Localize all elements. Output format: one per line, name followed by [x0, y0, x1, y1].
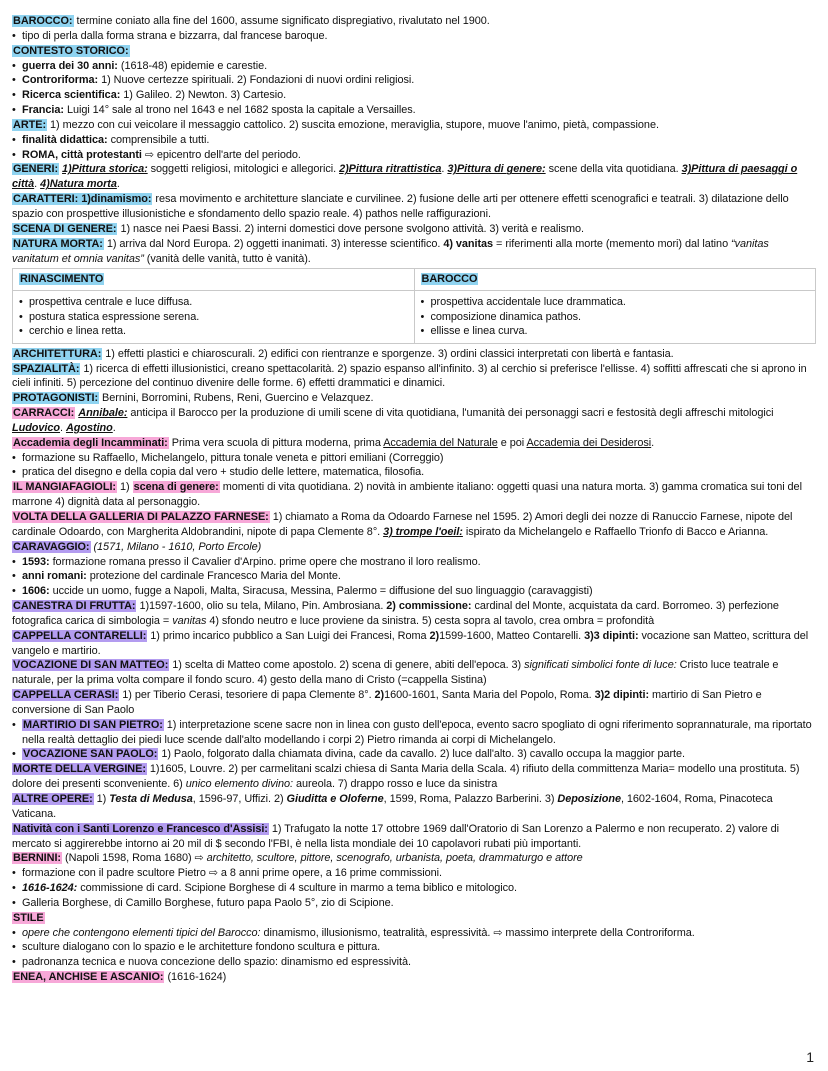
spazialita-paragraph: SPAZIALITÀ: 1) ricerca di effetti illusionistici, creano spettacolarità. 2) spazio espanso all'infinito. 3) al cerchio si preferisce l'ellisse. 4) soffitti affrescati che si aprono in cieli infiniti. 5) percezione del continuo divenire delle forme. 6) effetti drammatici e dinamici. — [12, 362, 807, 390]
volta-paragraph: VOLTA DELLA GALLERIA DI PALAZZO FARNESE: 1) chiamato a Roma da Odoardo Farnese nel 1595. 2) Amori degli dei nozze di Ranuccio Farnese, nipote del cardinale Odoardo, con Margherita Aldobrandini, nipote di papa Clemente 8°. 3) trompe l'oeil: ispirato da Michelangelo e Raffaello Trionfo di Bacco e Arianna. — [12, 510, 793, 538]
arte-line: ARTE: 1) mezzo con cui veicolare il messaggio cattolico. 2) suscita emozione, meraviglia, stupore, muove l'animo, pietà, compassione. — [13, 118, 659, 131]
bernini-bullet: • 1616-1624: commissione di card. Scipione Borghese di 4 sculture in marmo a tema biblico e mitologico. — [12, 881, 816, 896]
protagonisti-heading: PROTAGONISTI: — [13, 392, 99, 405]
caravaggio-bullet: • 1606: uccide un uomo, fugge a Napoli, Malta, Siracusa, Messina, Palermo = diffusione del suo linguaggio (caravaggisti) — [12, 584, 816, 599]
barocco-heading: BAROCCO: — [13, 15, 73, 27]
bernini-heading: BERNINI: — [13, 852, 62, 865]
contesto-heading: CONTESTO STORICO: — [13, 44, 129, 57]
martirio-paragraph: • MARTIRIO DI SAN PIETRO: 1) interpretazione scene sacre non in linea con gusto dell'epoca, evento sacro spogliato di ogni riferimento soprannaturale, ma riportato nella realtà dettaglio dei piedi luce scende dall'alto modellando i corpi 2) Pietro rimanda ai corpi di Michelangelo. — [12, 718, 816, 748]
contesto-bullet: • Controriforma: 1) Nuove certezze spirituali. 2) Fondazioni di nuovi ordini religiosi. — [12, 73, 816, 88]
barocco-text: termine coniato alla fine del 1600, assume significato dispregiativo, rivalutato nel 1900. — [73, 15, 490, 27]
canestra-heading: CANESTRA DI FRUTTA: — [13, 600, 136, 613]
comparison-table — [12, 268, 816, 343]
bernini-bullet: • Galleria Borghese, di Camillo Borghese, futuro papa Paolo 5°, zio di Scipione. — [12, 896, 816, 911]
natura-paragraph: NATURA MORTA: 1) arriva dal Nord Europa. 2) oggetti inanimati. 3) interesse scientifico. 4) vanitas = riferimenti alla morte (memento mori) dal latino “vanitas vanitatum et omnia vanitas” (vanità delle vanità, tutto è vanità). — [12, 237, 769, 265]
vocazione-paolo-line: • VOCAZIONE SAN PAOLO: 1) Paolo, folgorato dalla chiamata divina, cade da cavallo. 2) luce dall'alto. 3) cavallo occupa la maggior parte. — [12, 747, 816, 762]
list-item: • composizione dinamica pathos. — [421, 310, 810, 325]
list-item: • cerchio e linea retta. — [19, 324, 408, 339]
protagonisti-line: PROTAGONISTI: Bernini, Borromini, Rubens, Reni, Guercino e Velazquez. — [13, 392, 374, 405]
generi-heading: GENERI: — [13, 163, 59, 176]
arte-bullet: • finalità didattica: comprensibile a tutti. — [12, 133, 816, 148]
spazialita-heading: SPAZIALITÀ: — [13, 362, 80, 375]
altre-heading: ALTRE OPERE: — [13, 793, 93, 805]
vocazione-matteo-paragraph: VOCAZIONE DI SAN MATTEO: 1) scelta di Matteo come apostolo. 2) scena di genere, abiti dell'epoca. 3) significati simbolici fonte di luce: Cristo luce teatrale e naturale, per la prima volta compare il fondo scuro. 4) gesto della mano di Cristo (=cappella Sistina) — [12, 659, 779, 687]
comparison-right-cell — [414, 291, 816, 344]
arte-bullet: • ROMA, città protestanti ⇨ epicentro dell'arte del periodo. — [12, 148, 816, 163]
enea-line: ENEA, ANCHISE E ASCANIO: (1616-1624) — [13, 971, 227, 984]
caravaggio-bullet: • anni romani: protezione del cardinale Francesco Maria del Monte. — [12, 569, 816, 584]
generi-paragraph: GENERI: 1)Pittura storica: soggetti religiosi, mitologici e allegorici. 2)Pittura ritrattistica. 3)Pittura di genere: scene della vita quotidiana. 3)Pittura di paesaggi o città. 4)Natura morta. — [12, 163, 798, 191]
canestra-paragraph: CANESTRA DI FRUTTA: 1)1597-1600, olio su tela, Milano, Pin. Ambrosiana. 2) commissione: cardinal del Monte, acquistata da card. Borromeo. 3) perfezione fotografica carica di simbologia = vanitas 4) sfondo neutro e luce proviene da sinistra. 5) cesta sopra al tavolo, crea ombra = profondità — [12, 600, 779, 627]
mangiafagioli-heading: IL MANGIAFAGIOLI: — [13, 481, 117, 494]
comparison-header-right: BAROCCO — [414, 269, 816, 291]
stile-heading: STILE — [13, 911, 44, 924]
barocco-line — [12, 14, 816, 29]
architettura-line: ARCHITETTURA: 1) effetti plastici e chiaroscurali. 2) edifici con rientranze e sporgenze. 3) ordini classici interpretati con libertà e fantasia. — [13, 347, 674, 360]
bernini-line: BERNINI: (Napoli 1598, Roma 1680) ⇨ architetto, scultore, pittore, scenografo, urbanista, poeta, drammaturgo e attore — [13, 852, 583, 865]
martirio-heading: MARTIRIO DI SAN PIETRO: — [23, 718, 163, 731]
list-item: • prospettiva centrale e luce diffusa. — [19, 295, 408, 310]
caravaggio-bullet: • 1593: formazione romana presso il Cavalier d'Arpino. prime opere che mostrano il loro realismo. — [12, 555, 816, 570]
vocazione-paolo-heading: VOCAZIONE SAN PAOLO: — [23, 748, 158, 761]
stile-bullet: • padronanza tecnica e nuova concezione dello spazio: dinamismo ed espressività. — [12, 955, 816, 970]
contesto-bullet: • guerra dei 30 anni: (1618-48) epidemie e carestie. — [12, 59, 816, 74]
enea-heading: ENEA, ANCHISE E ASCANIO: — [13, 971, 164, 984]
caravaggio-line: CARAVAGGIO: (1571, Milano - 1610, Porto Ercole) — [13, 540, 262, 553]
altre-paragraph: ALTRE OPERE: 1) Testa di Medusa, 1596-97, Uffizi. 2) Giuditta e Oloferne, 1599, Roma, Palazzo Barberini. 3) Deposizione, 1602-1604, Roma, Pinacoteca Vaticana. — [12, 793, 773, 820]
list-item: • ellisse e linea curva. — [421, 324, 810, 339]
list-item: • prospettiva accidentale luce drammatica. — [421, 295, 810, 310]
caratteri-heading: CARATTERI: 1)dinamismo: — [13, 193, 152, 206]
accademia-bullet: • formazione su Raffaello, Michelangelo, pittura tonale veneta e pittori emiliani (Correggio) — [12, 451, 816, 466]
scena-line: SCENA DI GENERE: 1) nasce nei Paesi Bassi. 2) interni domestici dove persone svolgono attività. 3) verità e realismo. — [13, 222, 584, 235]
scena-heading: SCENA DI GENERE: — [13, 222, 117, 235]
architettura-heading: ARCHITETTURA: — [13, 347, 102, 360]
comparison-header-left: RINASCIMENTO — [13, 269, 415, 291]
vocazione-matteo-heading: VOCAZIONE DI SAN MATTEO: — [13, 659, 169, 672]
contesto-bullet: • Ricerca scientifica: 1) Galileo. 2) Newton. 3) Cartesio. — [12, 88, 816, 103]
accademia-heading: Accademia degli Incamminati: — [13, 436, 168, 449]
stile-bullet: • opere che contengono elementi tipici del Barocco: dinamismo, illusionismo, teatralità, espressività. ⇨ massimo interprete della Controriforma. — [12, 926, 816, 941]
comparison-left-cell — [13, 291, 415, 344]
cerasi-heading: CAPPELLA CERASI: — [13, 689, 119, 702]
natura-heading: NATURA MORTA: — [13, 237, 103, 250]
morte-heading: MORTE DELLA VERGINE: — [13, 763, 146, 776]
cerasi-paragraph: CAPPELLA CERASI: 1) per Tiberio Cerasi, tesoriere di papa Clemente 8°. 2)1600-1601, Santa Maria del Popolo, Roma. 3)2 dipinti: martirio di San Pietro e conversione di San Paolo — [12, 689, 762, 716]
stile-bullet: • sculture dialogano con lo spazio e le architetture fondono scultura e pittura. — [12, 940, 816, 955]
contesto-heading-line — [12, 44, 816, 59]
nativita-paragraph: Natività con i Santi Lorenzo e Francesco d'Assisi: 1) Trafugato la notte 17 ottobre 1969 dall'Oratorio di San Lorenzo a Palermo e non recuperato. 2) valore di mercato si aggirerebbe intorno ai 20 mil di $ secondo l'FBI, è nella lista mondiale dei 10 capolavori rubati più importanti. — [12, 822, 779, 850]
list-item: • postura statica espressione serena. — [19, 310, 408, 325]
volta-heading: VOLTA DELLA GALLERIA DI PALAZZO FARNESE: — [13, 510, 269, 523]
comparison-header-row — [13, 269, 816, 291]
nativita-heading: Natività con i Santi Lorenzo e Francesco d'Assisi: — [13, 822, 268, 835]
morte-paragraph: MORTE DELLA VERGINE: 1)1605, Louvre. 2) per carmelitani scalzi chiesa di Santa Maria della Scala. 4) rifiuto della committenza Maria= modello una prostituta. 5) dolore dei presenti sconveniente. 6) unico elemento divino: aureola. 7) drappo rosso e luce da sinistra — [12, 763, 800, 791]
page-number: 1 — [806, 1049, 814, 1065]
contesto-bullet: • Francia: Luigi 14° sale al trono nel 1643 e nel 1682 sposta la capitale a Versailles. — [12, 103, 816, 118]
accademia-bullet: • pratica del disegno e della copia dal vero + studio delle lettere, matematica, filosofia. — [12, 465, 816, 480]
comparison-body-row — [13, 291, 816, 344]
accademia-line: Accademia degli Incamminati: Prima vera scuola di pittura moderna, prima Accademia del Naturale e poi Accademia dei Desiderosi. — [13, 436, 655, 449]
carracci-paragraph: CARRACCI: Annibale: anticipa il Barocco per la produzione di umili scene di vita quotidiana, l'umanità dei personaggi sacri e festosità degli affreschi mitologici Ludovico. Agostino. — [12, 407, 774, 434]
barocco-bullet: • tipo di perla dalla forma strana e bizzarra, dal francese baroque. — [12, 29, 816, 44]
contarelli-paragraph: CAPPELLA CONTARELLI: 1) primo incarico pubblico a San Luigi dei Francesi, Roma 2)1599-1600, Matteo Contarelli. 3)3 dipinti: vocazione san Matteo, scrittura del vangelo e martirio. — [12, 629, 809, 657]
caratteri-paragraph: CARATTERI: 1)dinamismo: resa movimento e architetture slanciate e curvilinee. 2) fusione delle arti per ottenere effetti scenografici e teatrali. 3) dilatazione dello spazio con prospettive illusionistiche e sfondamento dello spazio reale. 4) pathos nelle raffigurazioni. — [12, 193, 789, 220]
bernini-bullet: • formazione con il padre scultore Pietro ⇨ a 8 anni prime opere, a 16 prime commissioni. — [12, 866, 816, 881]
notes-content — [12, 14, 816, 985]
stile-heading-line — [12, 911, 816, 926]
caravaggio-heading: CARAVAGGIO: — [13, 540, 90, 553]
contarelli-heading: CAPPELLA CONTARELLI: — [13, 629, 147, 642]
arte-heading: ARTE: — [13, 118, 47, 131]
mangiafagioli-paragraph: IL MANGIAFAGIOLI: 1) scena di genere: momenti di vita quotidiana. 2) novità in ambiente italiano: oggetti quasi una natura morta. 3) gamma cromatica sui toni del marrone 4) dignità data al personaggio. — [12, 481, 802, 509]
carracci-heading: CARRACCI: — [13, 407, 75, 420]
